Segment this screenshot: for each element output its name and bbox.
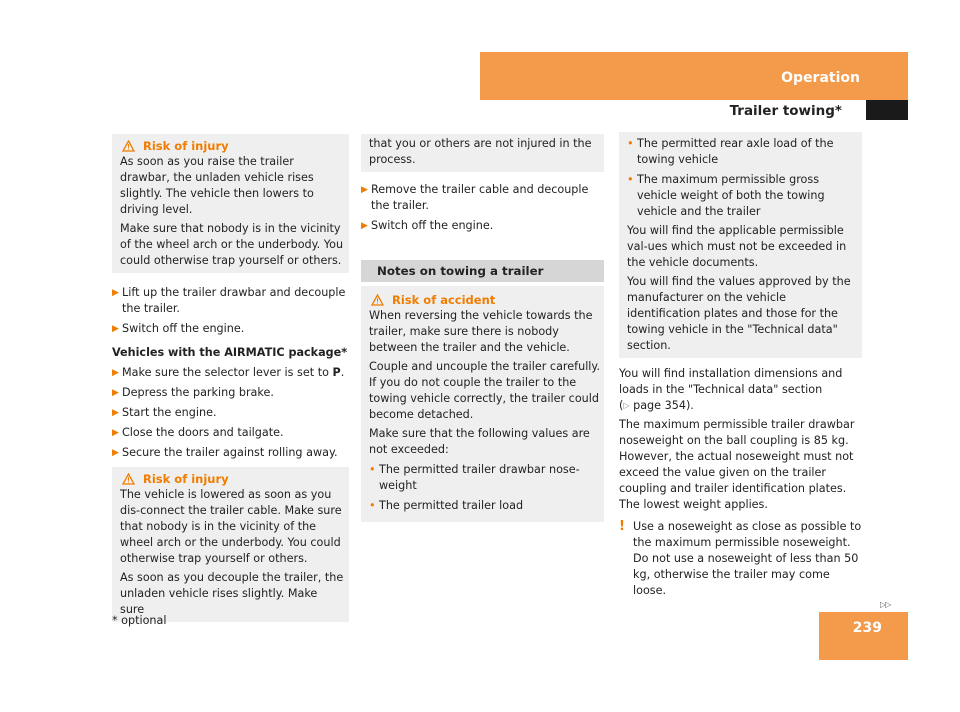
arrow-icon: ▶ xyxy=(112,324,119,334)
step-item: ▶ Switch off the engine. xyxy=(361,219,494,232)
arrow-icon: ▶ xyxy=(112,368,119,378)
page-number: 239 xyxy=(852,620,882,636)
warning-text: Couple and uncouple the trailer carefully. If you do not couple the trailer to the towing vehicle correctly, the trailer could become detached. xyxy=(369,360,600,421)
note-mark-icon: ! xyxy=(619,519,625,534)
warning-box xyxy=(361,286,604,522)
note-item xyxy=(619,519,862,599)
warning-box-continued xyxy=(361,134,604,172)
continue-marker: ▷▷ xyxy=(880,600,891,609)
warning-text: As soon as you decouple the trailer, the unladen vehicle rises slightly. Make sure xyxy=(120,571,344,616)
step-item: ▶ Secure the trailer against rolling away. xyxy=(112,446,338,459)
bullet-item: • The permitted rear axle load of the towing vehicle xyxy=(627,137,834,166)
arrow-icon: ▶ xyxy=(112,288,119,298)
airmatic-heading: Vehicles with the AIRMATIC package* xyxy=(112,346,348,359)
arrow-icon: ▶ xyxy=(112,428,119,438)
note-text: Use a noseweight as close as possible to the maximum permissible noseweight. Do not use a noseweight of less than 50 kg, otherwise the trailer may come loose. xyxy=(633,520,862,597)
bullet-icon: • xyxy=(369,463,376,476)
warning-title: Risk of injury xyxy=(143,472,229,486)
warning-triangle-icon xyxy=(122,140,135,152)
bullet-item: • The permitted trailer drawbar nose-weight xyxy=(369,463,580,492)
warning-text: that you or others are not injured in the process. xyxy=(369,137,592,166)
arrow-icon: ▶ xyxy=(112,408,119,418)
column-1 xyxy=(112,134,349,622)
column-3 xyxy=(619,132,862,599)
subsection-title: Trailer towing* xyxy=(729,103,842,119)
column-2 xyxy=(361,134,604,522)
bullet-icon: • xyxy=(369,499,376,512)
optional-footnote: * optional xyxy=(112,614,167,627)
header-black-bar xyxy=(866,100,908,120)
warning-title: Risk of injury xyxy=(143,139,229,153)
bullet-item: • The permitted trailer load xyxy=(369,499,524,512)
arrow-icon: ▶ xyxy=(112,448,119,458)
step-item: ▶ Remove the trailer cable and decouple the trailer. xyxy=(361,183,589,212)
section-tab xyxy=(480,52,908,100)
warning-text: Make sure that the following values are not exceeded: xyxy=(369,427,590,456)
step-item: ▶ Close the doors and tailgate. xyxy=(112,426,284,439)
body-text: The maximum permissible trailer drawbar noseweight on the ball coupling is 85 kg. However, the actual noseweight must not exceed the value given on the trailer coupling and trailer identification plates. The lowest weight applies. xyxy=(619,418,855,511)
warning-triangle-icon xyxy=(122,473,135,485)
bullet-item: • The maximum permissible gross vehicle weight of both the towing vehicle and the trailer xyxy=(627,173,825,218)
warning-title: Risk of accident xyxy=(392,293,496,307)
page-reference-link[interactable]: page 354). xyxy=(633,399,694,412)
warning-text: As soon as you raise the trailer drawbar, the unladen vehicle rises slightly. The vehicle then lowers to driving level. xyxy=(120,155,314,216)
page-number-tab xyxy=(819,612,908,660)
arrow-icon: ▶ xyxy=(361,185,368,195)
arrow-icon: ▶ xyxy=(112,388,119,398)
selector-position: P xyxy=(332,366,341,379)
warning-text: When reversing the vehicle towards the trailer, make sure there is nobody between the trailer and the vehicle. xyxy=(369,309,593,354)
step-item: ▶ Start the engine. xyxy=(112,406,217,419)
step-item: ▶ Depress the parking brake. xyxy=(112,386,274,399)
arrow-icon: ▶ xyxy=(361,221,368,231)
warning-box xyxy=(112,467,349,622)
warning-text: You will find the values approved by the manufacturer on the vehicle identification plates and those for the towing vehicle in the "Technical data" section. xyxy=(627,275,851,352)
warning-box xyxy=(112,134,349,273)
section-title: Operation xyxy=(781,70,860,86)
step-item: ▶ Lift up the trailer drawbar and decouple the trailer. xyxy=(112,286,346,315)
warning-triangle-icon xyxy=(371,294,384,306)
bullet-icon: • xyxy=(627,173,634,186)
body-text: You will find installation dimensions and loads in the "Technical data" section (▷ page 354). xyxy=(619,367,843,412)
step-item: ▶ Make sure the selector lever is set to P. xyxy=(112,366,345,379)
bullet-icon: • xyxy=(627,137,634,150)
warning-text: Make sure that nobody is in the vicinity of the wheel arch or the underbody. You could otherwise trap yourself or others. xyxy=(120,222,344,267)
warning-text: You will find the applicable permissible val-ues which must not be exceeded in the vehicle documents. xyxy=(627,224,847,269)
section-heading: Notes on towing a trailer xyxy=(361,260,604,282)
warning-box-continued xyxy=(619,132,862,358)
page-reference-icon: ▷ xyxy=(623,401,630,410)
warning-text: The vehicle is lowered as soon as you dis-connect the trailer cable. Make sure that nobody is in the vicinity of the wheel arch or the underbody. You could otherwise trap yourself or others. xyxy=(120,488,342,565)
step-item: ▶ Switch off the engine. xyxy=(112,322,245,335)
